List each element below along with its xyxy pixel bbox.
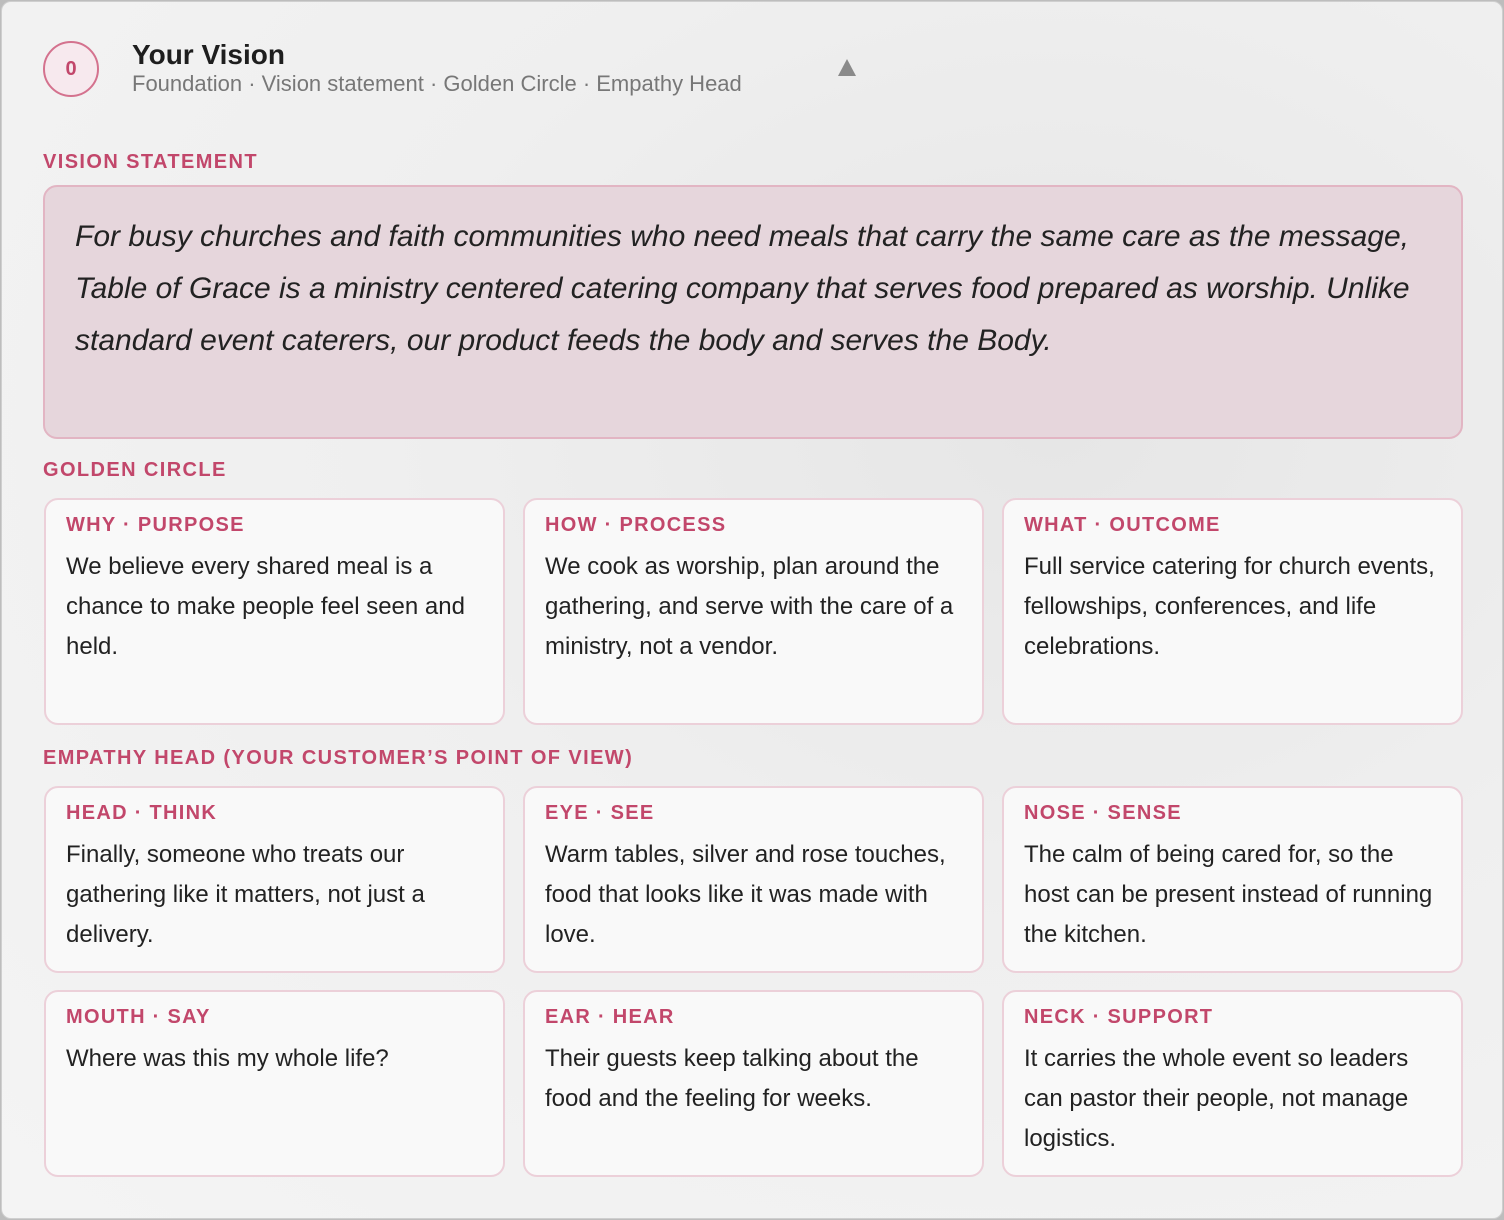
vision-statement-label: VISION STATEMENT xyxy=(43,151,258,173)
golden-circle-how-card xyxy=(523,498,984,725)
card-tag: NECK · SUPPORT xyxy=(1024,1006,1214,1028)
card-text: Finally, someone who treats our gathering like it matters, not just a delivery. xyxy=(66,841,425,948)
triangle-up-icon[interactable] xyxy=(838,59,856,76)
card-text: The calm of being cared for, so the host can be present instead of running the kitchen. xyxy=(1024,841,1433,948)
card-text: It carries the whole event so leaders can pastor their people, not manage logistics. xyxy=(1024,1045,1409,1152)
card-tag: HOW · PROCESS xyxy=(545,514,727,536)
vision-panel xyxy=(1,1,1503,1219)
empathy-head-support-card xyxy=(1002,990,1463,1177)
vision-statement-text: For busy churches and faith communities who need meals that carry the same care as the message, Table of Grace is a ministry centered catering company that serves food prepared as worship. Unlike standard event caterers, our product feeds the body and serves the Body. xyxy=(75,220,1410,357)
card-text: We cook as worship, plan around the gathering, and serve with the care of a ministry, not a vendor. xyxy=(545,553,954,660)
card-text: Warm tables, silver and rose touches, food that looks like it was made with love. xyxy=(545,841,946,948)
card-tag: HEAD · THINK xyxy=(66,802,218,824)
empathy-head-label: EMPATHY HEAD (YOUR CUSTOMER’S POINT OF VIEW) xyxy=(43,747,634,769)
card-tag: EAR · HEAR xyxy=(545,1006,675,1028)
section-title: Your Vision xyxy=(132,39,285,70)
card-tag: WHAT · OUTCOME xyxy=(1024,514,1221,536)
golden-circle-label: GOLDEN CIRCLE xyxy=(43,459,227,481)
card-tag: EYE · SEE xyxy=(545,802,655,824)
card-tag: WHY · PURPOSE xyxy=(66,514,245,536)
golden-circle-why-card xyxy=(44,498,505,725)
card-text: Where was this my whole life? xyxy=(66,1045,389,1072)
empathy-head-sense-card xyxy=(1002,786,1463,973)
card-text: We believe every shared meal is a chance to make people feel seen and held. xyxy=(66,553,465,660)
vision-statement-box xyxy=(43,185,1463,439)
card-tag: MOUTH · SAY xyxy=(66,1006,211,1028)
empathy-head-hear-card xyxy=(523,990,984,1177)
card-text: Full service catering for church events, fellowships, conferences, and life celebrations. xyxy=(1024,553,1435,660)
card-tag: NOSE · SENSE xyxy=(1024,802,1182,824)
section-subtitle: Foundation · Vision statement · Golden Circle · Empathy Head xyxy=(132,71,742,96)
empathy-head-see-card xyxy=(523,786,984,973)
step-number-badge: 0 xyxy=(43,41,99,97)
golden-circle-what-card xyxy=(1002,498,1463,725)
section-header[interactable] xyxy=(43,39,883,99)
card-text: Their guests keep talking about the food and the feeling for weeks. xyxy=(545,1045,919,1112)
empathy-head-say-card xyxy=(44,990,505,1177)
empathy-head-think-card xyxy=(44,786,505,973)
